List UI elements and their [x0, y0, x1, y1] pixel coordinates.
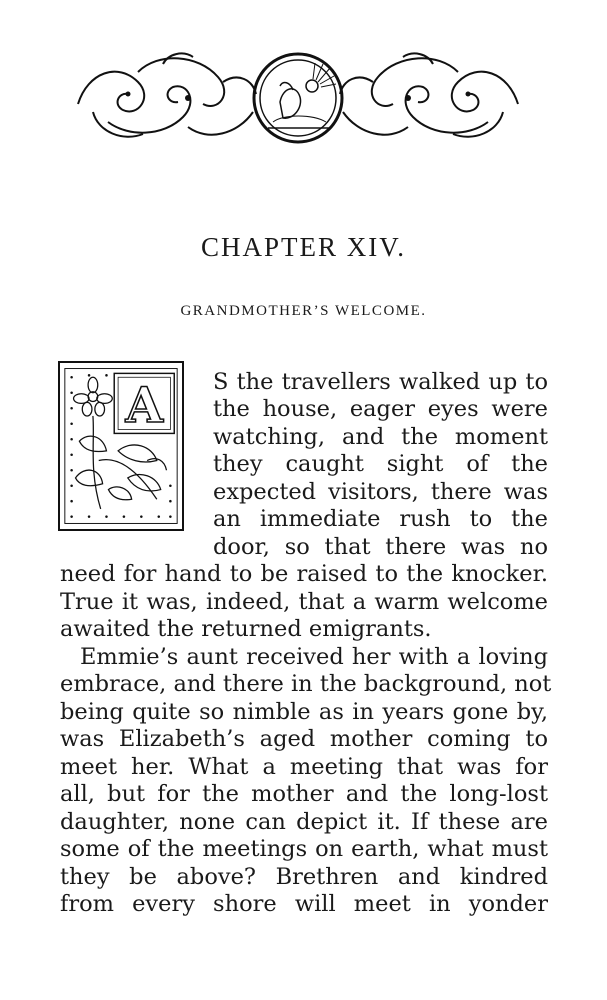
- text-line: need for hand to be raised to the knocker.: [60, 561, 548, 587]
- text-line: all, but for the mother and the long-lost: [60, 781, 548, 807]
- chapter-subtitle: GRANDMOTHER’S WELCOME.: [180, 303, 427, 319]
- text-line: some of the meetings on earth, what must: [60, 836, 548, 862]
- text-line: the house, eager eyes were: [213, 396, 548, 422]
- text-line: awaited the returned emigrants.: [60, 616, 432, 642]
- chapter-title: CHAPTER XIV.: [200, 232, 407, 262]
- text-line: embrace, and there in the background, not: [60, 671, 552, 697]
- text-line: watching, and the moment: [213, 424, 548, 450]
- text-line: they caught sight of the: [213, 451, 548, 477]
- text-line: True it was, indeed, that a warm welcome: [60, 589, 548, 615]
- text-line: was Elizabeth’s aged mother coming to: [60, 726, 548, 752]
- text-line: meet her. What a meeting that was for: [60, 754, 548, 780]
- text-line: being quite so nimble as in years gone by,: [60, 699, 548, 725]
- text-line: S the travellers walked up to: [213, 369, 548, 395]
- text-line: expected visitors, there was: [213, 479, 548, 505]
- text-line: an immediate rush to the: [213, 506, 548, 532]
- text-line: from every shore will meet in yonder: [60, 891, 548, 917]
- text-line: door, so that there was no: [213, 534, 548, 560]
- drop-cap-letter: A: [125, 377, 164, 434]
- text-line: daughter, none can depict it. If these are: [60, 809, 548, 835]
- text-line: Emmie’s aunt received her with a loving: [80, 644, 548, 670]
- text-line: they be above? Brethren and kindred: [60, 864, 548, 890]
